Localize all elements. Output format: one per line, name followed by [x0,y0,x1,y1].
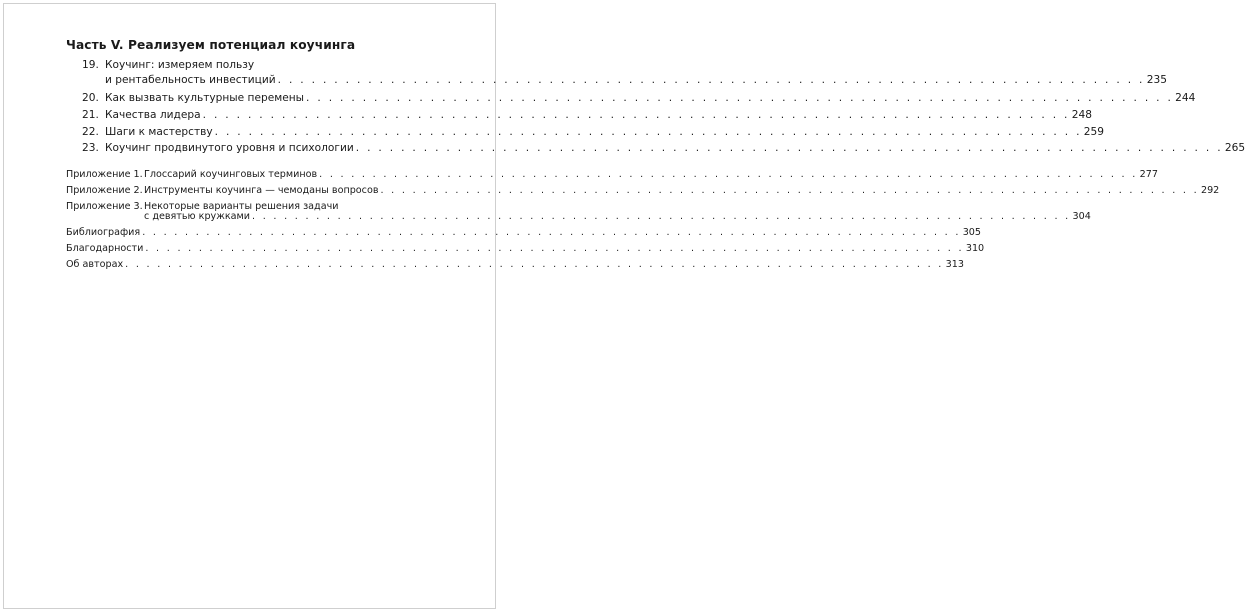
dot-leader: . . . . . . . . . . . . . . . . . . . . . . . . . . . . . . . . . . . . . . . . . . . . . . . . . . . . . . . . . . . . . . . . . . . . . . . . . . . . . [355,142,1223,154]
toc-entry-chapter-23[interactable] [105,142,1245,154]
appendix-label: Приложение 2. [66,185,143,196]
toc-entry-chapter-19[interactable] [105,74,1167,86]
dot-leader: . . . . . . . . . . . . . . . . . . . . . . . . . . . . . . . . . . . . . . . . . . . . . . . . . . . . . . . . . . . . . . . . . . . . . . . . . . . . . [145,243,964,254]
toc-entry-appendix-2[interactable] [144,185,1220,196]
toc-entry-chapter-21[interactable] [105,109,1092,121]
chapter-number: 19. [82,59,99,71]
backmatter-title: Об авторах [66,259,124,270]
dot-leader: . . . . . . . . . . . . . . . . . . . . . . . . . . . . . . . . . . . . . . . . . . . . . . . . . . . . . . . . . . . . . . . . . . . . . . . . . . . . . [319,169,1138,180]
chapter-number: 20. [82,92,99,104]
page-number: 292 [1200,185,1220,196]
appendix-title-line1: Некоторые варианты решения задачи [144,201,339,212]
dot-leader: . . . . . . . . . . . . . . . . . . . . . . . . . . . . . . . . . . . . . . . . . . . . . . . . . . . . . . . . . . . . . . . . . . . . . . . . . . . . . [277,74,1145,86]
chapter-title: Качества лидера [105,109,201,121]
chapter-number: 22. [82,126,99,138]
toc-entry-appendix-3[interactable] [144,211,1091,222]
toc-entry-acknowledgements[interactable] [66,243,985,254]
backmatter-title: Благодарности [66,243,144,254]
page-number: 259 [1083,126,1104,138]
page-number: 305 [962,227,981,238]
toc-entry-appendix-1[interactable] [144,169,1158,180]
chapter-title: Шаги к мастерству [105,126,213,138]
dot-leader: . . . . . . . . . . . . . . . . . . . . . . . . . . . . . . . . . . . . . . . . . . . . . . . . . . . . . . . . . . . . . . . . . . . . . . . . . . . . . [252,211,1071,222]
page-number: 244 [1175,92,1196,104]
chapter-number: 23. [82,142,99,154]
dot-leader: . . . . . . . . . . . . . . . . . . . . . . . . . . . . . . . . . . . . . . . . . . . . . . . . . . . . . . . . . . . . . . . . . . . . . . . . . . . . . [125,259,944,270]
appendix-label: Приложение 1. [66,169,143,180]
part-title: Часть V. Реализуем потенциал коучинга [66,38,356,52]
appendix-title: Глоссарий коучинговых терминов [144,169,318,180]
page-number: 235 [1146,74,1167,86]
page-number: 277 [1139,169,1158,180]
dot-leader: . . . . . . . . . . . . . . . . . . . . . . . . . . . . . . . . . . . . . . . . . . . . . . . . . . . . . . . . . . . . . . . . . . . . . . . . . . . . . [142,227,961,238]
toc-entry-about-authors[interactable] [66,259,964,270]
page-number: 313 [945,259,964,270]
toc-entry-bibliography[interactable] [66,227,981,238]
page-number: 265 [1224,142,1245,154]
dot-leader: . . . . . . . . . . . . . . . . . . . . . . . . . . . . . . . . . . . . . . . . . . . . . . . . . . . . . . . . . . . . . . . . . . . . . . . . . . . . . [306,92,1174,104]
page-number: 248 [1071,109,1092,121]
appendix-label: Приложение 3. [66,201,143,212]
page-number: 310 [965,243,985,254]
chapter-title-line2: и рентабельность инвестиций [105,74,276,86]
appendix-title-line2: с девятью кружками [144,211,251,222]
toc-entry-chapter-20[interactable] [105,92,1196,104]
dot-leader: . . . . . . . . . . . . . . . . . . . . . . . . . . . . . . . . . . . . . . . . . . . . . . . . . . . . . . . . . . . . . . . . . . . . . . . . . . . . . [214,126,1082,138]
toc-entry-chapter-22[interactable] [105,126,1104,138]
chapter-title: Как вызвать культурные перемены [105,92,305,104]
dot-leader: . . . . . . . . . . . . . . . . . . . . . . . . . . . . . . . . . . . . . . . . . . . . . . . . . . . . . . . . . . . . . . . . . . . . . . . . . . . . . [380,185,1199,196]
chapter-title-line1: Коучинг: измеряем пользу [105,59,255,71]
chapter-number: 21. [82,109,99,121]
chapter-title: Коучинг продвинутого уровня и психологии [105,142,354,154]
backmatter-title: Библиография [66,227,141,238]
page-number: 304 [1072,211,1091,222]
appendix-title: Инструменты коучинга — чемоданы вопросов [144,185,379,196]
dot-leader: . . . . . . . . . . . . . . . . . . . . . . . . . . . . . . . . . . . . . . . . . . . . . . . . . . . . . . . . . . . . . . . . . . . . . . . . . . . . . [202,109,1070,121]
